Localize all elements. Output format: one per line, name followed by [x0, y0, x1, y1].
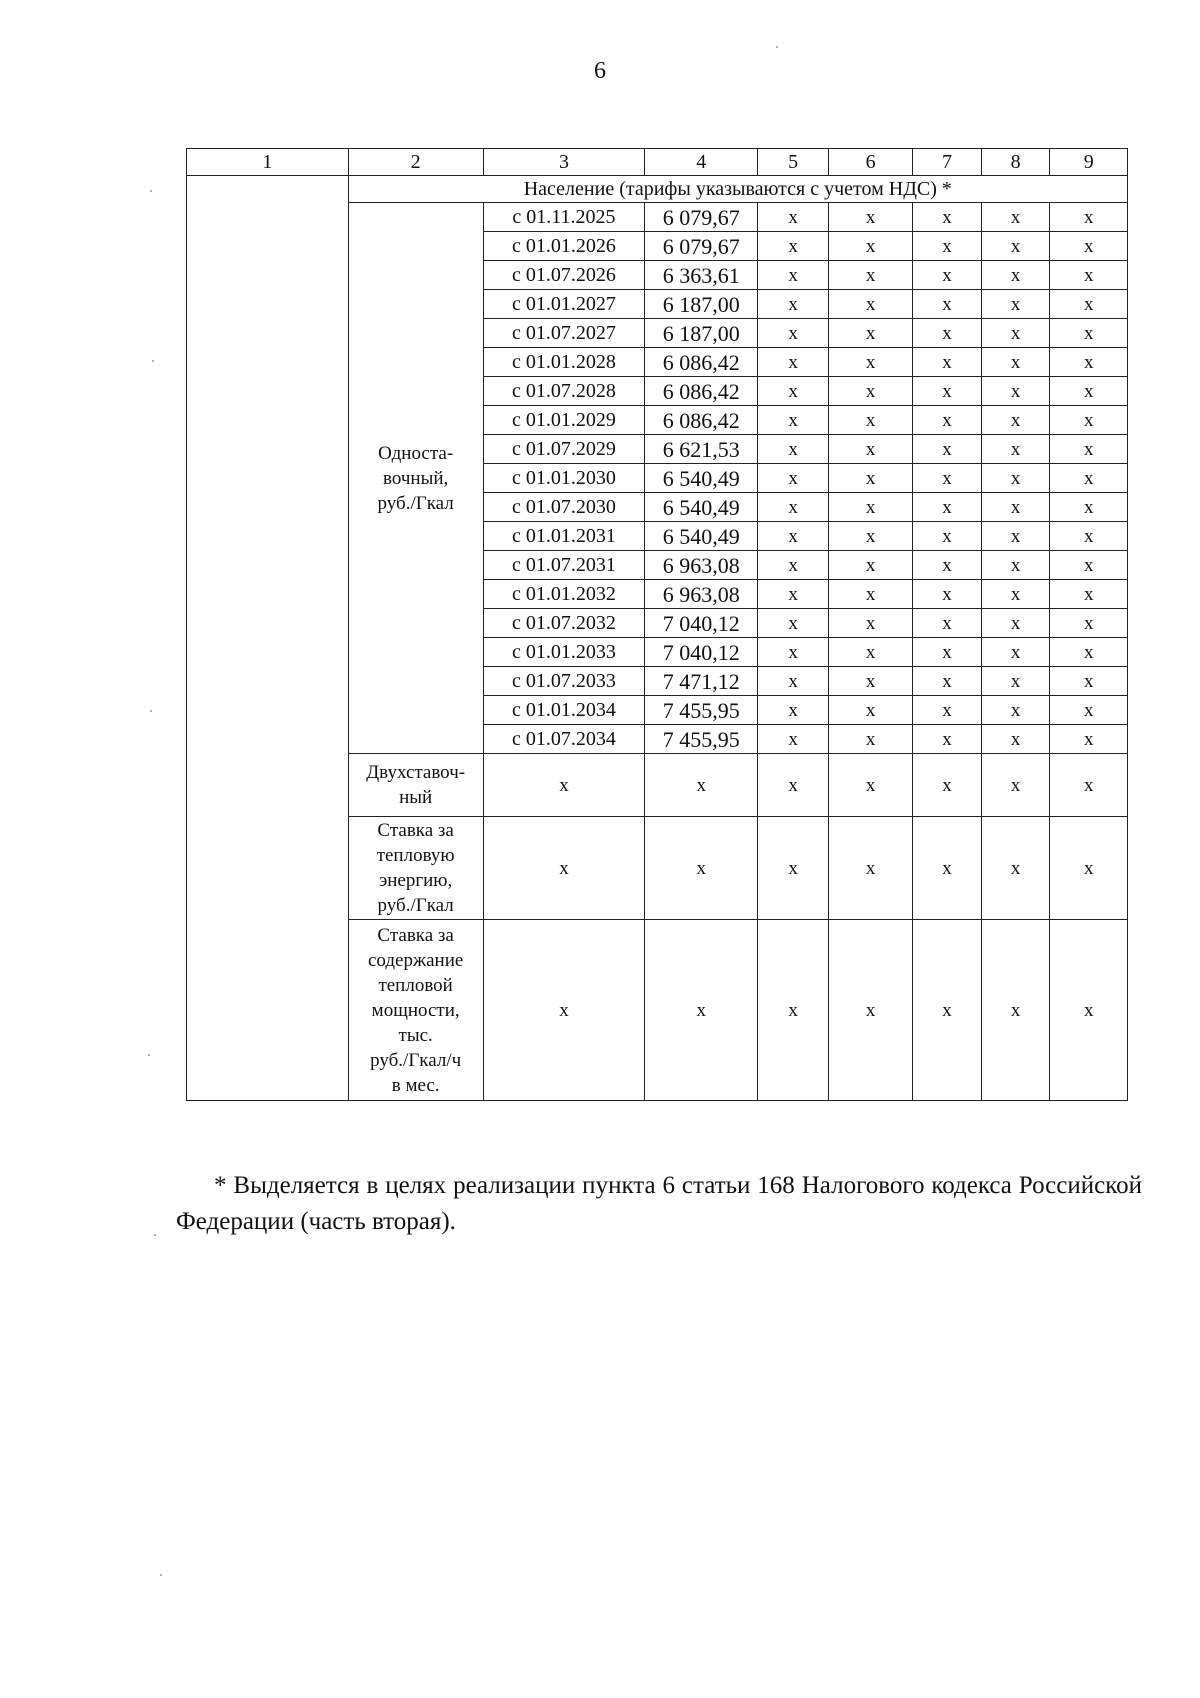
scan-speck [150, 710, 152, 712]
not-applicable-cell: x [981, 754, 1050, 817]
not-applicable-cell: x [981, 725, 1050, 754]
not-applicable-cell: x [1050, 348, 1128, 377]
period-start-date: с 01.01.2034 [483, 696, 645, 725]
not-applicable-cell: x [829, 754, 913, 817]
not-applicable-cell: x [758, 435, 829, 464]
tariff-value: 6 086,42 [645, 377, 758, 406]
not-applicable-cell: x [1050, 493, 1128, 522]
not-applicable-cell: x [483, 754, 645, 817]
not-applicable-cell: x [1050, 817, 1128, 920]
section-title: Население (тарифы указываются с учетом НДС) * [348, 176, 1127, 203]
scan-speck [160, 1574, 162, 1576]
not-applicable-cell: x [483, 920, 645, 1101]
not-applicable-cell: x [1050, 754, 1128, 817]
tariff-value: 6 540,49 [645, 522, 758, 551]
not-applicable-cell: x [913, 261, 982, 290]
not-applicable-cell: x [829, 203, 913, 232]
not-applicable-cell: x [981, 261, 1050, 290]
not-applicable-cell: x [981, 232, 1050, 261]
not-applicable-cell: x [981, 377, 1050, 406]
scan-speck [776, 46, 778, 48]
tariff-value: 6 187,00 [645, 319, 758, 348]
not-applicable-cell: x [1050, 725, 1128, 754]
not-applicable-cell: x [913, 551, 982, 580]
not-applicable-cell: x [758, 464, 829, 493]
heat-energy-rate-label: Ставка за тепловую энергию, руб./Гкал [348, 817, 483, 920]
period-start-date: с 01.01.2029 [483, 406, 645, 435]
not-applicable-cell: x [758, 817, 829, 920]
period-start-date: с 01.07.2033 [483, 667, 645, 696]
column-number-cell: 2 [348, 149, 483, 176]
not-applicable-cell: x [483, 817, 645, 920]
not-applicable-cell: x [913, 319, 982, 348]
not-applicable-cell: x [981, 435, 1050, 464]
not-applicable-cell: x [913, 348, 982, 377]
not-applicable-cell: x [981, 580, 1050, 609]
not-applicable-cell: x [645, 920, 758, 1101]
period-start-date: с 01.01.2030 [483, 464, 645, 493]
not-applicable-cell: x [1050, 203, 1128, 232]
not-applicable-cell: x [913, 725, 982, 754]
not-applicable-cell: x [829, 725, 913, 754]
not-applicable-cell: x [981, 493, 1050, 522]
tariff-value: 6 963,08 [645, 580, 758, 609]
period-start-date: с 01.07.2034 [483, 725, 645, 754]
tariff-value: 6 086,42 [645, 348, 758, 377]
tariff-value: 6 187,00 [645, 290, 758, 319]
not-applicable-cell: x [981, 609, 1050, 638]
not-applicable-cell: x [829, 493, 913, 522]
not-applicable-cell: x [829, 551, 913, 580]
tariff-value: 6 963,08 [645, 551, 758, 580]
empty-first-column-cell [187, 176, 349, 1101]
not-applicable-cell: x [913, 464, 982, 493]
column-number-cell: 5 [758, 149, 829, 176]
tariff-value: 7 040,12 [645, 609, 758, 638]
not-applicable-cell: x [758, 406, 829, 435]
not-applicable-cell: x [758, 377, 829, 406]
tariff-value: 6 079,67 [645, 232, 758, 261]
not-applicable-cell: x [1050, 696, 1128, 725]
not-applicable-cell: x [981, 920, 1050, 1101]
two-rate-label: Двухставоч- ный [348, 754, 483, 817]
not-applicable-cell: x [913, 493, 982, 522]
scan-speck [150, 190, 152, 192]
period-start-date: с 01.07.2031 [483, 551, 645, 580]
not-applicable-cell: x [1050, 406, 1128, 435]
not-applicable-cell: x [829, 696, 913, 725]
not-applicable-cell: x [1050, 522, 1128, 551]
tariff-value: 6 363,61 [645, 261, 758, 290]
not-applicable-cell: x [1050, 290, 1128, 319]
page-number: 6 [594, 58, 606, 84]
column-number-row [187, 149, 1128, 176]
column-number-cell: 9 [1050, 149, 1128, 176]
not-applicable-cell: x [981, 638, 1050, 667]
not-applicable-cell: x [758, 725, 829, 754]
not-applicable-cell: x [913, 203, 982, 232]
not-applicable-cell: x [913, 580, 982, 609]
period-start-date: с 01.11.2025 [483, 203, 645, 232]
not-applicable-cell: x [981, 551, 1050, 580]
not-applicable-cell: x [758, 203, 829, 232]
not-applicable-cell: x [758, 319, 829, 348]
column-number-cell: 3 [483, 149, 645, 176]
tariff-value: 6 086,42 [645, 406, 758, 435]
column-number-cell: 8 [981, 149, 1050, 176]
not-applicable-cell: x [645, 754, 758, 817]
column-number-cell: 6 [829, 149, 913, 176]
not-applicable-cell: x [758, 493, 829, 522]
section-row [187, 176, 1128, 203]
not-applicable-cell: x [758, 696, 829, 725]
not-applicable-cell: x [913, 377, 982, 406]
not-applicable-cell: x [829, 920, 913, 1101]
period-start-date: с 01.07.2028 [483, 377, 645, 406]
period-start-date: с 01.01.2033 [483, 638, 645, 667]
period-start-date: с 01.01.2031 [483, 522, 645, 551]
scan-speck [148, 1054, 150, 1056]
not-applicable-cell: x [829, 290, 913, 319]
not-applicable-cell: x [913, 290, 982, 319]
not-applicable-cell: x [1050, 638, 1128, 667]
not-applicable-cell: x [1050, 319, 1128, 348]
not-applicable-cell: x [758, 551, 829, 580]
not-applicable-cell: x [758, 580, 829, 609]
not-applicable-cell: x [913, 609, 982, 638]
not-applicable-cell: x [758, 348, 829, 377]
not-applicable-cell: x [1050, 377, 1128, 406]
not-applicable-cell: x [758, 232, 829, 261]
not-applicable-cell: x [829, 435, 913, 464]
not-applicable-cell: x [1050, 261, 1128, 290]
not-applicable-cell: x [829, 464, 913, 493]
not-applicable-cell: x [758, 667, 829, 696]
not-applicable-cell: x [829, 817, 913, 920]
tariff-value: 7 471,12 [645, 667, 758, 696]
scan-speck [152, 360, 154, 362]
not-applicable-cell: x [758, 754, 829, 817]
not-applicable-cell: x [981, 817, 1050, 920]
not-applicable-cell: x [758, 261, 829, 290]
not-applicable-cell: x [981, 203, 1050, 232]
column-number-cell: 4 [645, 149, 758, 176]
not-applicable-cell: x [645, 817, 758, 920]
not-applicable-cell: x [981, 522, 1050, 551]
not-applicable-cell: x [913, 406, 982, 435]
not-applicable-cell: x [829, 667, 913, 696]
not-applicable-cell: x [981, 319, 1050, 348]
tariff-value: 6 540,49 [645, 493, 758, 522]
not-applicable-cell: x [981, 290, 1050, 319]
single-rate-label: Односта- вочный, руб./Гкал [348, 203, 483, 754]
period-start-date: с 01.01.2028 [483, 348, 645, 377]
not-applicable-cell: x [829, 522, 913, 551]
not-applicable-cell: x [758, 638, 829, 667]
not-applicable-cell: x [981, 464, 1050, 493]
not-applicable-cell: x [758, 920, 829, 1101]
not-applicable-cell: x [758, 522, 829, 551]
not-applicable-cell: x [829, 377, 913, 406]
period-start-date: с 01.07.2027 [483, 319, 645, 348]
tariff-value: 6 540,49 [645, 464, 758, 493]
tariff-value: 7 455,95 [645, 725, 758, 754]
not-applicable-cell: x [1050, 551, 1128, 580]
not-applicable-cell: x [829, 638, 913, 667]
tariff-value: 7 040,12 [645, 638, 758, 667]
not-applicable-cell: x [981, 348, 1050, 377]
not-applicable-cell: x [913, 638, 982, 667]
not-applicable-cell: x [981, 696, 1050, 725]
not-applicable-cell: x [1050, 609, 1128, 638]
not-applicable-cell: x [913, 522, 982, 551]
footnote: * Выделяется в целях реализации пункта 6 статьи 168 Налогового кодекса Российской Федерации (часть вторая). [176, 1172, 1142, 1235]
column-number-cell: 7 [913, 149, 982, 176]
not-applicable-cell: x [913, 920, 982, 1101]
not-applicable-cell: x [913, 754, 982, 817]
column-number-cell: 1 [187, 149, 349, 176]
not-applicable-cell: x [913, 667, 982, 696]
not-applicable-cell: x [829, 319, 913, 348]
scan-speck [154, 1234, 156, 1236]
tariff-value: 7 455,95 [645, 696, 758, 725]
not-applicable-cell: x [913, 232, 982, 261]
not-applicable-cell: x [829, 232, 913, 261]
not-applicable-cell: x [829, 348, 913, 377]
not-applicable-cell: x [829, 609, 913, 638]
period-start-date: с 01.07.2030 [483, 493, 645, 522]
not-applicable-cell: x [1050, 232, 1128, 261]
not-applicable-cell: x [1050, 667, 1128, 696]
not-applicable-cell: x [758, 290, 829, 319]
not-applicable-cell: x [829, 406, 913, 435]
not-applicable-cell: x [1050, 920, 1128, 1101]
tariff-table [186, 148, 1128, 1101]
period-start-date: с 01.07.2026 [483, 261, 645, 290]
not-applicable-cell: x [829, 261, 913, 290]
tariff-value: 6 621,53 [645, 435, 758, 464]
not-applicable-cell: x [829, 580, 913, 609]
not-applicable-cell: x [981, 406, 1050, 435]
period-start-date: с 01.01.2026 [483, 232, 645, 261]
period-start-date: с 01.07.2032 [483, 609, 645, 638]
not-applicable-cell: x [913, 435, 982, 464]
period-start-date: с 01.01.2032 [483, 580, 645, 609]
not-applicable-cell: x [1050, 464, 1128, 493]
not-applicable-cell: x [1050, 580, 1128, 609]
not-applicable-cell: x [758, 609, 829, 638]
period-start-date: с 01.07.2029 [483, 435, 645, 464]
capacity-rate-label: Ставка за содержание тепловой мощности, тыс. руб./Гкал/ч в мес. [348, 920, 483, 1101]
not-applicable-cell: x [913, 817, 982, 920]
tariff-value: 6 079,67 [645, 203, 758, 232]
not-applicable-cell: x [913, 696, 982, 725]
period-start-date: с 01.01.2027 [483, 290, 645, 319]
not-applicable-cell: x [1050, 435, 1128, 464]
not-applicable-cell: x [981, 667, 1050, 696]
